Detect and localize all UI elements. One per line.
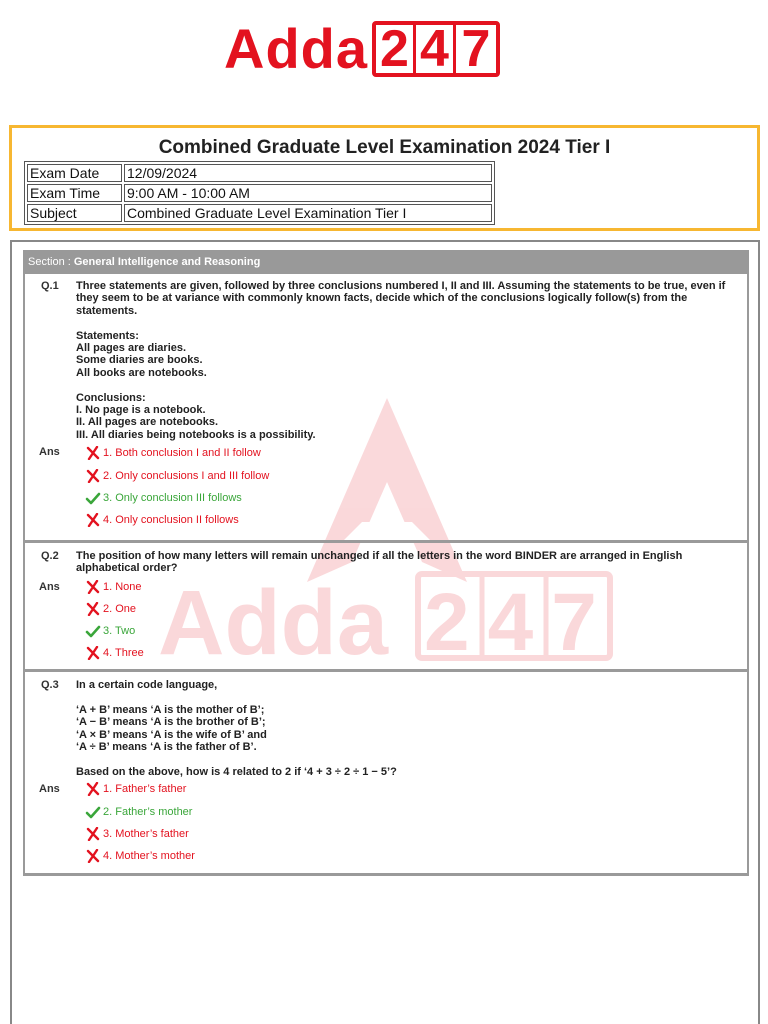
answer-option [85,646,144,660]
answer-option [85,624,135,638]
option-label: 3. Two [103,625,136,637]
exam-meta-table [24,161,495,225]
exam-meta-key: Subject [27,204,122,222]
option-label: 4. Mother’s mother [103,850,195,862]
option-label: 3. Mother’s father [103,828,189,840]
logo-digit: 4 [416,25,456,73]
cross-icon [85,646,101,660]
answer-option [85,580,142,594]
watermark-word: Adda [158,572,388,674]
question-panel [10,240,760,1024]
question-text: In a certain code language, ‘A + B’ means ‘A is the mother of B’; ‘A − B’ means ‘A is the brother of B’; ‘A × B’ means ‘A is the wife of B’ and ‘A ÷ B’ means ‘A is the father of B’. Based on the above, how is 4 related to 2 if ‘4 + 3 ÷ 2 ÷ 1 − 5’? [76,679,397,778]
question-number: Q.1 [41,280,59,292]
option-label: 4. Three [103,647,144,659]
cross-icon [85,580,101,594]
option-label: 1. Father’s father [103,783,187,795]
logo-digit: 2 [376,25,416,73]
cross-icon [85,469,101,483]
question-block [23,274,749,543]
cross-icon [85,849,101,863]
answer-option [85,782,186,796]
cross-icon [85,446,101,460]
exam-meta-row [27,184,492,202]
question-number: Q.3 [41,679,59,691]
exam-info-panel [9,125,760,231]
question-block [23,672,749,876]
section-name: General Intelligence and Reasoning [73,256,261,268]
answer-option [85,491,242,505]
question-text: The position of how many letters will remain unchanged if all the letters in the word BINDER are arranged in English alphabetical order? [76,550,686,575]
answer-option [85,446,261,460]
question-number: Q.2 [41,550,59,562]
question-block [23,543,749,672]
watermark-digits: 247 [424,577,615,668]
exam-title: Combined Graduate Level Examination 2024 Tier I [158,137,611,158]
answer-option [85,849,195,863]
exam-meta-value: 9:00 AM - 10:00 AM [124,184,492,202]
option-label: 2. One [103,603,137,615]
option-label: 3. Only conclusion III follows [103,492,242,504]
cross-icon [85,602,101,616]
exam-meta-value: Combined Graduate Level Examination Tier I [124,204,492,222]
logo-word: Adda [224,17,368,80]
answer-option [85,513,239,527]
option-label: 4. Only conclusion II follows [103,514,239,526]
answer-option [85,827,189,841]
cross-icon [85,827,101,841]
option-label: 2. Only conclusions I and III follow [103,470,270,482]
logo-digit-box [372,21,500,77]
answer-label: Ans [39,783,60,795]
option-label: 1. None [103,581,142,593]
exam-meta-key: Exam Time [27,184,122,202]
check-icon [85,624,101,638]
option-label: 1. Both conclusion I and II follow [103,447,261,459]
cross-icon [85,513,101,527]
option-label: 2. Father’s mother [103,806,193,818]
answer-option [85,805,192,819]
question-text: Three statements are given, followed by three conclusions numbered I, II and III. Assuming the statements to be true, even if they seem to be at variance with commonly known facts, decide which of the conclusions logically follow(s) from the statements. Statements: All pages are diaries. Some diaries are books. All books are notebooks. Conclusions: I. No page is a notebook. II. All pages are notebooks. III. All diaries being notebooks is a possibility. [76,280,726,441]
exam-meta-value: 12/09/2024 [124,164,492,182]
section-prefix: Section : [28,256,74,268]
answer-option [85,469,269,483]
logo-digit: 7 [461,20,491,78]
exam-meta-key: Exam Date [27,164,122,182]
check-icon [85,491,101,505]
exam-meta-row [27,164,492,182]
answer-label: Ans [39,446,60,458]
check-icon [85,805,101,819]
exam-meta-row [27,204,492,222]
answer-option [85,602,136,616]
section-header [23,250,749,274]
answer-label: Ans [39,581,60,593]
adda247-logo [224,17,500,80]
cross-icon [85,782,101,796]
